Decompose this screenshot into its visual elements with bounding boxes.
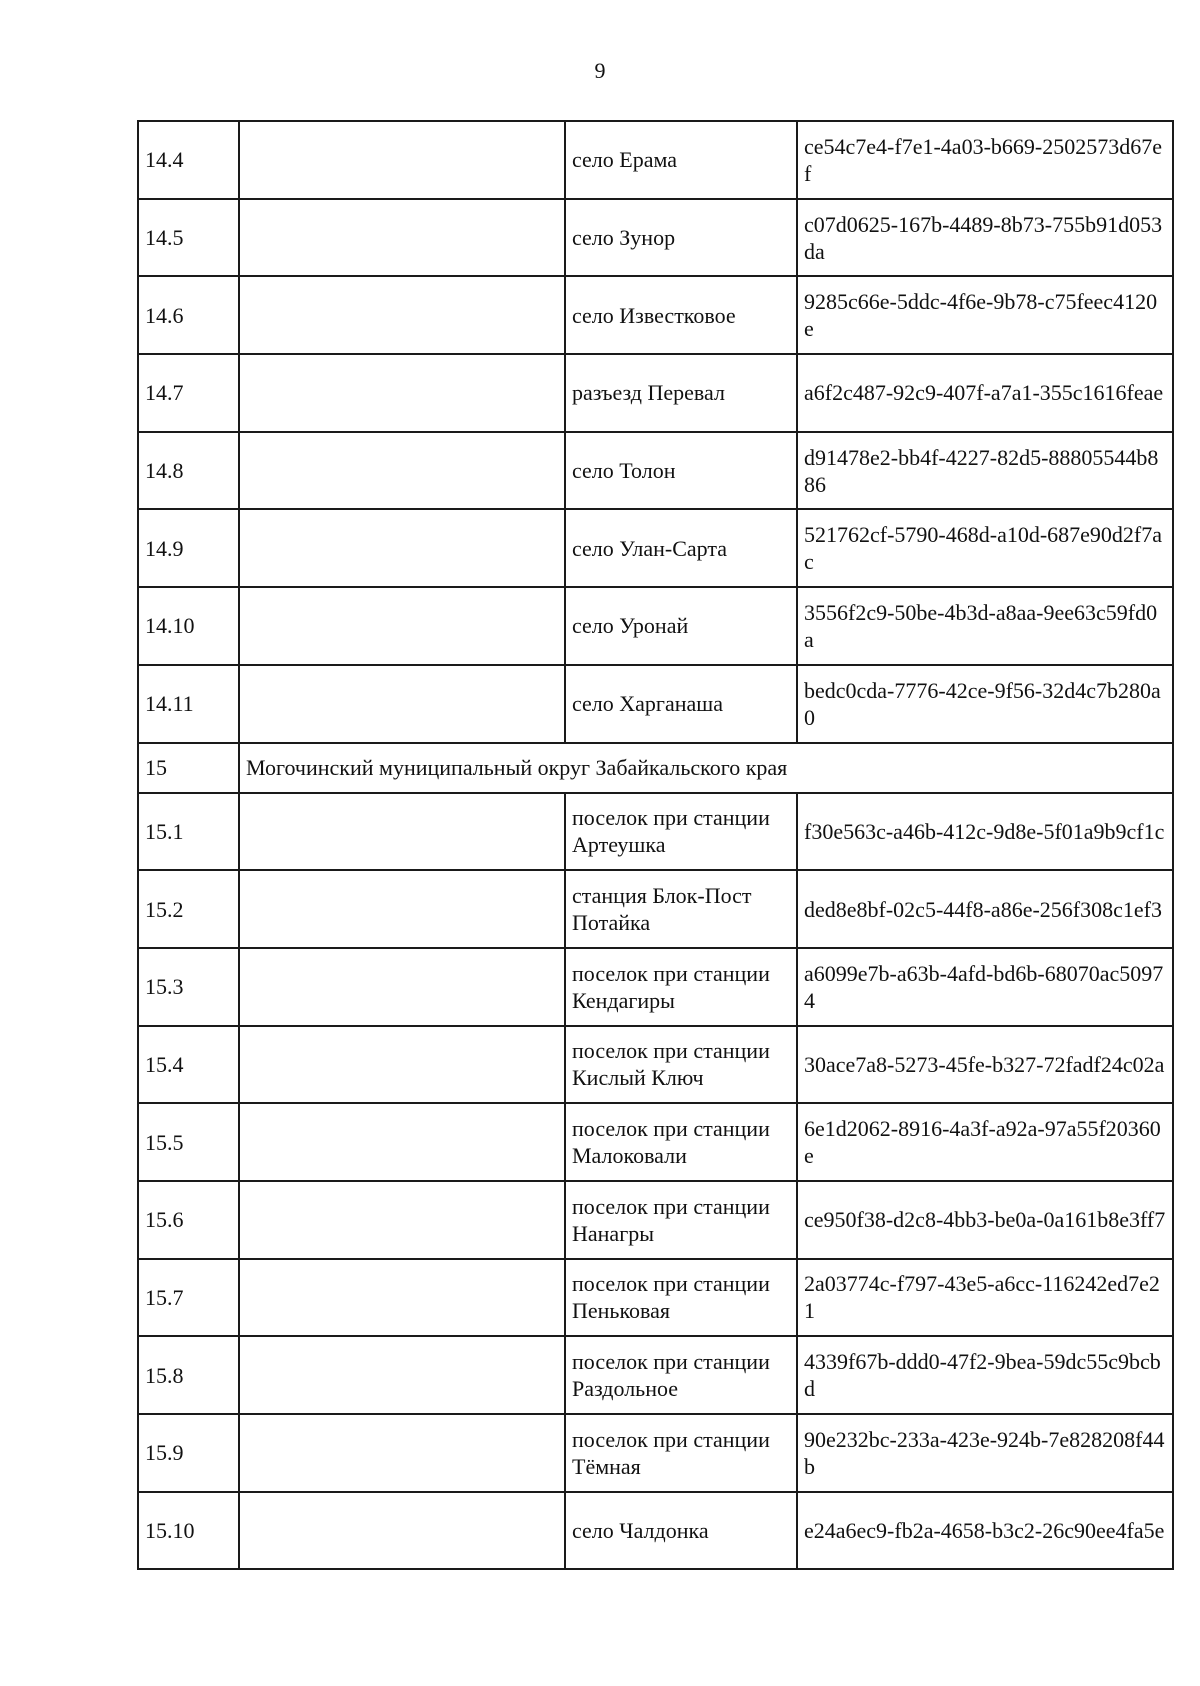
section-number: 15 [138,743,239,793]
table-row [138,199,1173,277]
page-number: 9 [594,58,606,83]
table-row [138,354,1173,432]
row-number: 15.7 [138,1259,239,1337]
settlement-id: a6f2c487-92c9-407f-a7a1-355c1616feae [797,354,1173,432]
municipality-cell [239,665,565,743]
row-number: 14.4 [138,121,239,199]
settlement-id: bedc0cda-7776-42ce-9f56-32d4c7b280a0 [797,665,1173,743]
settlement-name: поселок при станции Нанагры [565,1181,797,1259]
settlement-id: 2a03774c-f797-43e5-a6cc-116242ed7e21 [797,1259,1173,1337]
municipality-cell [239,354,565,432]
table-row [138,509,1173,587]
table-row [138,1492,1173,1570]
row-number: 15.8 [138,1336,239,1414]
settlement-id: 6e1d2062-8916-4a3f-a92a-97a55f20360e [797,1103,1173,1181]
settlement-name: село Харганаша [565,665,797,743]
municipality-cell [239,793,565,871]
table-row [138,1414,1173,1492]
settlement-name: село Известковое [565,276,797,354]
table-row [138,1336,1173,1414]
settlement-name: разъезд Перевал [565,354,797,432]
table-row [138,1259,1173,1337]
settlement-name: село Чалдонка [565,1492,797,1570]
table-row [138,665,1173,743]
table-row [138,432,1173,510]
municipality-cell [239,870,565,948]
table-row [138,276,1173,354]
settlement-id: 4339f67b-ddd0-47f2-9bea-59dc55c9bcbd [797,1336,1173,1414]
municipality-cell [239,1103,565,1181]
table-row [138,948,1173,1026]
row-number: 14.7 [138,354,239,432]
municipality-cell [239,199,565,277]
settlement-id: ce54c7e4-f7e1-4a03-b669-2502573d67ef [797,121,1173,199]
settlement-id: a6099e7b-a63b-4afd-bd6b-68070ac50974 [797,948,1173,1026]
table-row [138,1181,1173,1259]
row-number: 15.2 [138,870,239,948]
settlement-id: ded8e8bf-02c5-44f8-a86e-256f308c1ef3 [797,870,1173,948]
row-number: 15.4 [138,1026,239,1104]
row-number: 14.5 [138,199,239,277]
settlement-name: поселок при станции Пеньковая [565,1259,797,1337]
settlement-id: ce950f38-d2c8-4bb3-be0a-0a161b8e3ff7 [797,1181,1173,1259]
municipality-cell [239,1026,565,1104]
settlement-name: село Ерама [565,121,797,199]
municipality-cell [239,121,565,199]
municipality-cell [239,1259,565,1337]
settlement-name: поселок при станции Кислый Ключ [565,1026,797,1104]
settlement-name: село Зунор [565,199,797,277]
municipality-cell [239,1336,565,1414]
table-row [138,870,1173,948]
settlement-id: 521762cf-5790-468d-a10d-687e90d2f7ac [797,509,1173,587]
table-row [138,1026,1173,1104]
settlements-table [137,120,1174,1570]
row-number: 14.8 [138,432,239,510]
municipality-cell [239,276,565,354]
row-number: 15.6 [138,1181,239,1259]
settlement-name: станция Блок-Пост Потайка [565,870,797,948]
settlement-name: поселок при станции Тёмная [565,1414,797,1492]
table-row [138,793,1173,871]
municipality-cell [239,587,565,665]
section-title: Могочинский муниципальный округ Забайкальского края [239,743,1173,793]
settlement-name: поселок при станции Малоковали [565,1103,797,1181]
municipality-cell [239,948,565,1026]
section-row [138,743,1173,793]
table-row [138,1103,1173,1181]
settlement-id: c07d0625-167b-4489-8b73-755b91d053da [797,199,1173,277]
table-body [138,121,1173,1569]
municipality-cell [239,1492,565,1570]
row-number: 15.1 [138,793,239,871]
settlement-id: 3556f2c9-50be-4b3d-a8aa-9ee63c59fd0a [797,587,1173,665]
municipality-cell [239,1181,565,1259]
settlement-id: 9285c66e-5ddc-4f6e-9b78-c75feec4120e [797,276,1173,354]
settlement-name: село Уронай [565,587,797,665]
settlement-name: село Толон [565,432,797,510]
municipality-cell [239,509,565,587]
row-number: 14.11 [138,665,239,743]
settlement-id: 90e232bc-233a-423e-924b-7e828208f44b [797,1414,1173,1492]
settlement-id: e24a6ec9-fb2a-4658-b3c2-26c90ee4fa5e [797,1492,1173,1570]
row-number: 14.10 [138,587,239,665]
table-row [138,587,1173,665]
row-number: 14.6 [138,276,239,354]
row-number: 15.3 [138,948,239,1026]
settlement-id: f30e563c-a46b-412c-9d8e-5f01a9b9cf1c [797,793,1173,871]
municipality-cell [239,432,565,510]
settlement-id: d91478e2-bb4f-4227-82d5-88805544b886 [797,432,1173,510]
row-number: 15.9 [138,1414,239,1492]
row-number: 14.9 [138,509,239,587]
settlement-name: село Улан-Сарта [565,509,797,587]
municipality-cell [239,1414,565,1492]
table-row [138,121,1173,199]
row-number: 15.5 [138,1103,239,1181]
settlement-name: поселок при станции Раздольное [565,1336,797,1414]
settlement-name: поселок при станции Артеушка [565,793,797,871]
settlement-name: поселок при станции Кендагиры [565,948,797,1026]
settlement-id: 30ace7a8-5273-45fe-b327-72fadf24c02a [797,1026,1173,1104]
row-number: 15.10 [138,1492,239,1570]
